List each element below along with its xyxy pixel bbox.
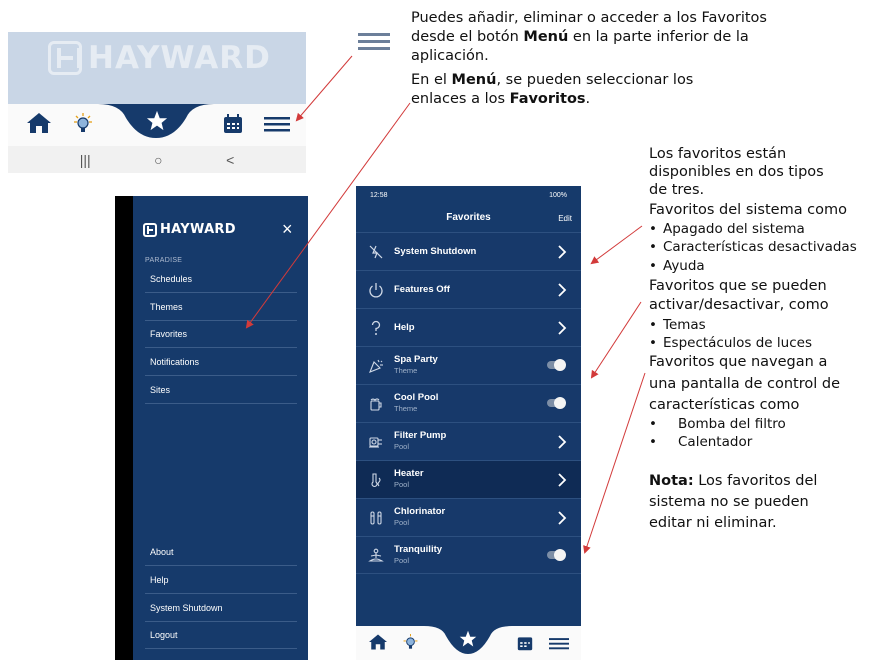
favorite-sublabel: Pool [394, 442, 410, 451]
bullet-text: Calentador [678, 434, 753, 450]
favorite-sublabel: Theme [394, 366, 418, 375]
bullet-text: Espectáculos de luces [663, 335, 812, 351]
favorite-label: Help [394, 322, 415, 333]
toggle-heading-line2: activar/desactivar, como [649, 297, 829, 313]
favorites-note-bold: Favoritos [509, 91, 586, 107]
nav-heading-line3: características como [649, 397, 800, 413]
favorites-note-text: enlaces a los [411, 91, 510, 107]
menu-item-notifications[interactable]: Notifications [145, 348, 297, 376]
toggle-heading-line1: Favoritos que se pueden [649, 278, 827, 294]
favorite-label: Spa Party [394, 354, 438, 365]
page-title: Favorites [446, 212, 491, 223]
bullet-text: Temas [663, 317, 706, 333]
favorite-sublabel: Pool [394, 556, 410, 565]
menu-item-help[interactable]: Help [145, 566, 297, 594]
arrow-to-menu-button [297, 56, 352, 120]
menu-note-text: en la parte inferior de la [568, 29, 749, 45]
arrow-to-system-favorites [592, 226, 642, 263]
favorite-label: System Shutdown [394, 246, 477, 257]
status-time: 12:58 [370, 192, 388, 199]
bullet-item: • Temas [649, 317, 706, 333]
favorites-note-text: En el [411, 72, 452, 88]
recent-apps-button[interactable]: ||| [79, 151, 91, 168]
favorite-label: Tranquility [394, 544, 443, 555]
bullet-text: Bomba del filtro [678, 416, 786, 432]
bullet-item: • Espectáculos de luces [649, 335, 812, 351]
battery-level: 100% [549, 192, 567, 199]
site-section-label: PARADISE [145, 257, 183, 264]
system-heading: Favoritos del sistema como [649, 202, 848, 218]
menu-note-line1: Puedes añadir, eliminar o acceder a los Favoritos [411, 10, 767, 26]
note-text: Los favoritos del [693, 473, 818, 489]
nav-heading-line2: una pantalla de control de [649, 376, 841, 392]
bullet-item: • Apagado del sistema [649, 221, 805, 237]
note-line3: editar ni eliminar. [649, 515, 777, 531]
bullet-item: • Ayuda [649, 258, 705, 274]
edit-button[interactable]: Edit [558, 214, 572, 223]
favorite-label: Features Off [394, 284, 450, 295]
nav-heading-line1: Favoritos que navegan a [649, 354, 828, 370]
favorite-label: Filter Pump [394, 430, 447, 441]
bullet-text: Ayuda [663, 258, 705, 274]
menu-item-about[interactable]: About [145, 538, 297, 566]
home-system-button[interactable]: ○ [154, 151, 163, 168]
hayward-wordmark: HAYWARD [160, 222, 236, 237]
menu-item-themes[interactable]: Themes [145, 293, 297, 321]
favorite-sublabel: Pool [394, 518, 410, 527]
note-label: Nota: [649, 473, 694, 489]
types-line3: de tres. [649, 182, 705, 198]
bullet-item: • Calentador [649, 434, 753, 450]
menu-item-sites[interactable]: Sites [145, 376, 297, 404]
types-line2: disponibles en dos tipos [649, 164, 824, 180]
favorite-sublabel: Theme [394, 404, 418, 413]
menu-note-text: desde el botón [411, 29, 524, 45]
bullet-text: Apagado del sistema [663, 221, 805, 237]
bullet-item: • Características desactivadas [649, 239, 857, 255]
menu-note-line3: aplicación. [411, 48, 489, 64]
favorite-label: Cool Pool [394, 392, 439, 403]
arrow-to-favorites-item [247, 103, 410, 327]
close-icon[interactable]: × [282, 219, 293, 239]
bullet-text: Características desactivadas [663, 239, 857, 255]
menu-item-system-shutdown[interactable]: System Shutdown [145, 594, 297, 622]
favorite-label: Heater [394, 468, 424, 479]
menu-item-favorites[interactable]: Favorites [145, 320, 297, 348]
note-line2: sistema no se pueden [649, 494, 809, 510]
menu-item-logout[interactable]: Logout [145, 621, 297, 649]
favorites-note-text: , se pueden seleccionar los [496, 72, 694, 88]
menu-item-schedules[interactable]: Schedules [145, 265, 297, 293]
bullet-item: • Bomba del filtro [649, 416, 786, 432]
favorites-note-bold: Menú [451, 72, 497, 88]
menu-note-bold: Menú [523, 29, 569, 45]
favorite-sublabel: Pool [394, 480, 410, 489]
favorite-label: Chlorinator [394, 506, 446, 517]
arrow-to-toggle-favorites [592, 302, 641, 377]
back-button[interactable]: < [226, 151, 235, 168]
favorites-note-text: . [585, 91, 591, 107]
arrow-to-nav-favorites [585, 373, 645, 552]
types-line1: Los favoritos están [649, 146, 787, 162]
hayward-wordmark: HAYWARD [88, 40, 271, 76]
